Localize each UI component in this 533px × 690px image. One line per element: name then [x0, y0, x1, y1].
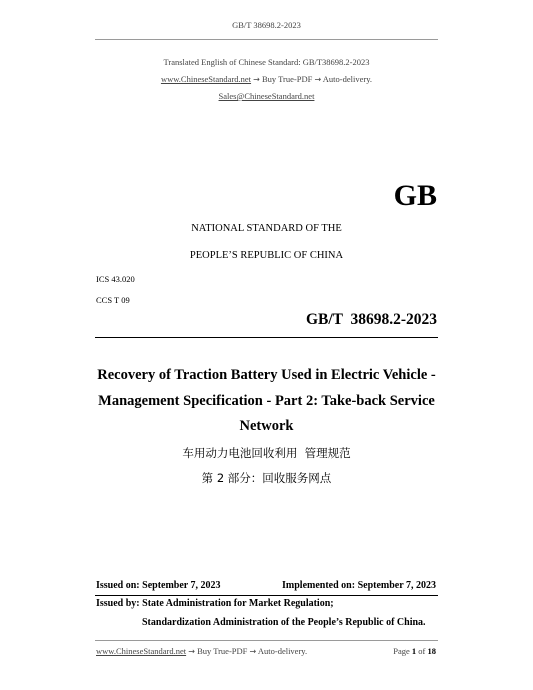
implemented-date: Implemented on: September 7, 2023	[282, 580, 436, 591]
ics-code: ICS 43.020	[96, 274, 135, 284]
running-header: GB/T 38698.2-2023	[232, 20, 301, 30]
page-indicator	[393, 646, 436, 656]
page-label: Page	[393, 646, 410, 656]
org-line-1: NATIONAL STANDARD OF THE	[191, 223, 342, 234]
arrow-right-icon: →	[188, 647, 195, 656]
title-line-1: Recovery of Traction Battery Used in Electric Vehicle -	[97, 367, 436, 383]
purchase-line	[0, 74, 533, 84]
footer-divider	[95, 640, 438, 641]
page-number: 1	[411, 646, 417, 656]
footer-buy-text: Buy True-PDF	[197, 646, 248, 656]
issuer-line-2: Standardization Administration of the People’s Republic of China.	[142, 617, 426, 628]
gb-logo: GB	[393, 179, 437, 212]
site-link[interactable]: www.ChineseStandard.net	[160, 74, 252, 84]
arrow-right-icon: →	[253, 75, 260, 84]
header-divider	[95, 39, 438, 40]
org-line-2: PEOPLE’S REPUBLIC OF CHINA	[189, 250, 344, 261]
chinese-title-2: 第 2 部分：回收服务网点	[201, 471, 332, 485]
dates-rule	[95, 595, 438, 596]
title-rule	[95, 337, 438, 338]
footer-site-link[interactable]: www.ChineseStandard.net	[96, 646, 187, 656]
delivery-text: Auto-delivery.	[322, 74, 373, 84]
standard-number: GB/T 38698.2-2023	[305, 311, 437, 328]
issuer-line-1: Issued by: State Administration for Market Regulation;	[96, 598, 334, 609]
page-total: 18	[427, 646, 436, 656]
title-line-3: Network	[239, 418, 294, 434]
issued-date: Issued on: September 7, 2023	[96, 580, 221, 591]
chinese-title-1: 车用动力电池回收利用 管理规范	[182, 446, 351, 460]
translated-note: Translated English of Chinese Standard: GB/T38698.2-2023	[163, 57, 370, 67]
footer-purchase-line	[96, 646, 307, 656]
email-link[interactable]: Sales@ChineseStandard.net	[218, 91, 315, 101]
footer-delivery-text: Auto-delivery.	[257, 646, 308, 656]
buy-text: Buy True-PDF	[262, 74, 313, 84]
arrow-right-icon: →	[249, 647, 257, 656]
ccs-code: CCS T 09	[96, 295, 130, 305]
arrow-right-icon: →	[314, 75, 322, 84]
title-line-2: Management Specification - Part 2: Take-back Service	[98, 393, 435, 409]
email-line	[0, 91, 533, 101]
of-label: of	[418, 646, 426, 656]
